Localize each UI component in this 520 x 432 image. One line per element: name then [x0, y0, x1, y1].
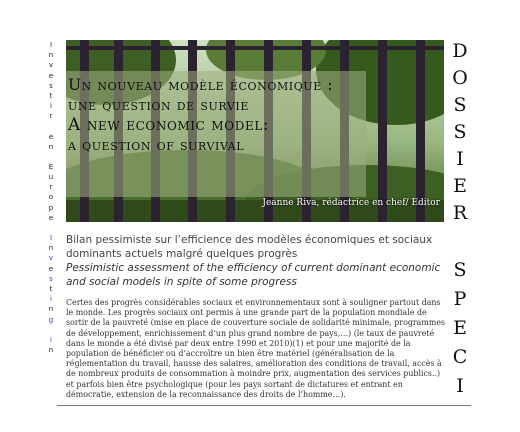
strip-letter: I [49, 234, 53, 242]
strip-letter: t [49, 284, 53, 293]
strip-letter: v [48, 61, 54, 70]
vertical-heading-letter: S [453, 94, 467, 116]
vertical-heading-letter: S [453, 259, 467, 281]
vertical-heading-letter: P [453, 288, 467, 310]
hero-image [66, 40, 444, 222]
vertical-heading-letter: I [456, 148, 464, 170]
strip-letter: E [48, 162, 54, 171]
vertical-heading-letter: C [452, 346, 468, 368]
strip-letter: n [48, 244, 54, 253]
strip-letter: e [48, 264, 54, 273]
strip-letter: s [49, 81, 53, 90]
title-en-line-2: a question of survival [68, 136, 245, 154]
title-en-line-1: A new economic model: [68, 115, 270, 135]
body-paragraph: Certes des progrès considérables sociaux et environnementaux sont à souligner partout dans le monde. Les progrès sociaux ont permis à une grande part de la population mondiale de sortir de la pauvreté (mise en place de couverture sociale de solidarité minimale, programmes de développement, enrichissement d’un plus grand nombre de pays,…) (le taux de pauvreté dans le monde a été divisé par deux entre 1990 et 2010)(1) et pour une majorité de la population de bénéficier ou d’accroître un bien être matériel (généralisation de la réglementation du travail, hausse des salaires, amélioration des conditions de travail, accès à de nombreux produits de consommation à moindre prix, augmentation des services publics..) et parfois bien être psychologique (pour les pays sortant de dictatures et entrant en démocratie, extension de la reconnaissance des droits de l’homme…). [66, 298, 446, 399]
vertical-side-label [47, 40, 55, 355]
author-caption: Jeanne Riva, rédactrice en chef/ Editor [262, 198, 440, 208]
strip-letter: e [48, 71, 54, 80]
strip-letter: s [49, 274, 53, 283]
bottom-rule [57, 405, 471, 406]
strip-letter: g [48, 315, 54, 324]
strip-letter: t [49, 91, 53, 100]
article-title [68, 75, 398, 155]
strip-letter: n [48, 305, 54, 314]
strip-letter: u [48, 173, 54, 182]
strip-letter: e [48, 132, 54, 141]
strip-letter: r [49, 112, 53, 121]
lead-english: Pessimistic assessment of the efficiency of current dominant economic and social models in spite of some progress [66, 262, 441, 288]
strip-letter: e [48, 213, 54, 222]
strip-letter: i [50, 335, 52, 344]
vertical-heading-letter: O [452, 67, 468, 89]
lead-french: Bilan pessimiste sur l’efficience des modèles économiques et sociaux dominants actuels malgré quelques progrès [66, 234, 433, 260]
title-fr-line-2: une question de survie [68, 96, 249, 114]
dossier-vertical-label [448, 38, 472, 227]
strip-letter: i [50, 295, 52, 304]
strip-letter: r [49, 183, 53, 192]
strip-letter: I [49, 41, 53, 49]
strip-letter: n [48, 345, 54, 354]
strip-letter: v [48, 254, 54, 263]
strip-letter: p [48, 203, 54, 212]
strip-letter: n [48, 142, 54, 151]
vertical-heading-letter: E [453, 175, 467, 197]
vertical-heading-letter: I [456, 375, 464, 397]
strip-letter: i [50, 102, 52, 111]
special-vertical-label [448, 256, 472, 401]
vertical-heading-letter: R [452, 202, 468, 224]
strip-letter: n [48, 51, 54, 60]
title-fr-line-1: Un nouveau modèle économique : [68, 76, 334, 94]
vertical-heading-letter: E [453, 317, 467, 339]
vertical-heading-letter: D [452, 40, 468, 62]
strip-letter: o [48, 193, 54, 202]
vertical-heading-letter: S [453, 121, 467, 143]
